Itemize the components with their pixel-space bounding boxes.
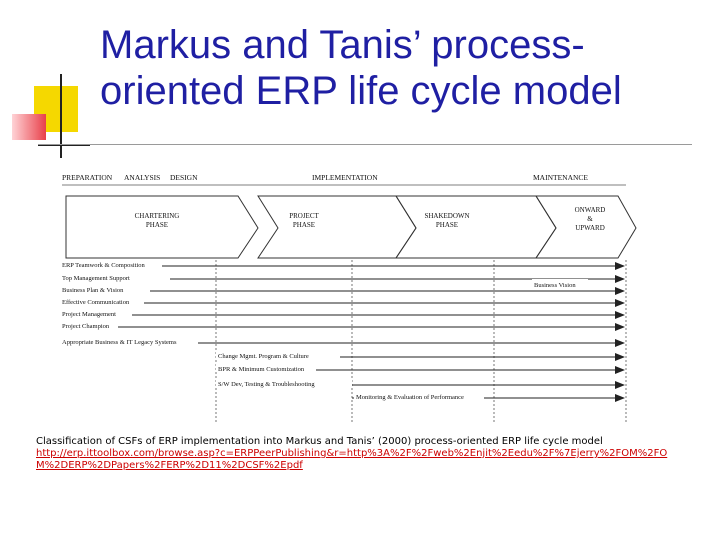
phase-chevron-shakedown [396,196,556,258]
stage-header-implementation: IMPLEMENTATION [312,173,378,182]
factor-label: Appropriate Business & IT Legacy Systems [62,339,177,346]
stage-header-design: DESIGN [170,173,198,182]
factor-label: Project Champion [62,323,110,330]
figure-caption [36,436,676,472]
slide-title-line-2: oriented ERP life cycle model [100,69,622,113]
phase-label-shakedown-1: SHAKEDOWN [424,212,470,220]
factor-label: ERP Teamwork & Composition [62,262,145,269]
phase-label-project-2: PHASE [292,221,316,229]
caption-text: Classification of CSFs of ERP implementation into Markus and Tanis’ (2000) process-oriented ERP life cycle model [36,436,603,447]
factor-label: BPR & Minimum Customization [218,366,305,373]
stage-header-maintenance: MAINTENANCE [533,173,588,182]
source-link[interactable]: http://erp.ittoolbox.com/browse.asp?c=ERPPeerPublishing&r=http%3A%2F%2Fweb%2Enjit%2Eedu%2F%7Ejerry%2FOM%2FOM%2DERP%2DPapers%2FERP%2D11%2DCSF%2Epdf [36,448,668,471]
phase-label-onward-3: UPWARD [575,224,605,232]
phase-label-onward-1: ONWARD [574,206,606,214]
factor-label: Monitoring & Evaluation of Performance [356,394,464,401]
phase-label-onward-2: & [587,215,593,223]
factor-label: Change Mgmt. Program & Culture [218,353,309,360]
factor-label: Effective Communication [62,299,130,306]
factor-label: Top Management Support [62,275,130,282]
factor-label: Business Plan & Vision [62,287,124,294]
business-vision-label: Business Vision [534,282,576,289]
phase-chevron-project [258,196,416,258]
phase-label-chartering-1: CHARTERING [134,212,180,220]
stage-header-preparation: PREPARATION [62,173,113,182]
factor-label: Project Management [62,311,116,318]
slide-title-line-1: Markus and Tanis’ process- [100,23,585,67]
phase-label-shakedown-2: PHASE [435,221,459,229]
phase-label-chartering-2: PHASE [145,221,169,229]
stage-header-analysis: ANALYSIS [124,173,161,182]
phase-label-project-1: PROJECT [289,212,319,220]
factor-label: S/W Dev, Testing & Troubleshooting [218,381,315,388]
